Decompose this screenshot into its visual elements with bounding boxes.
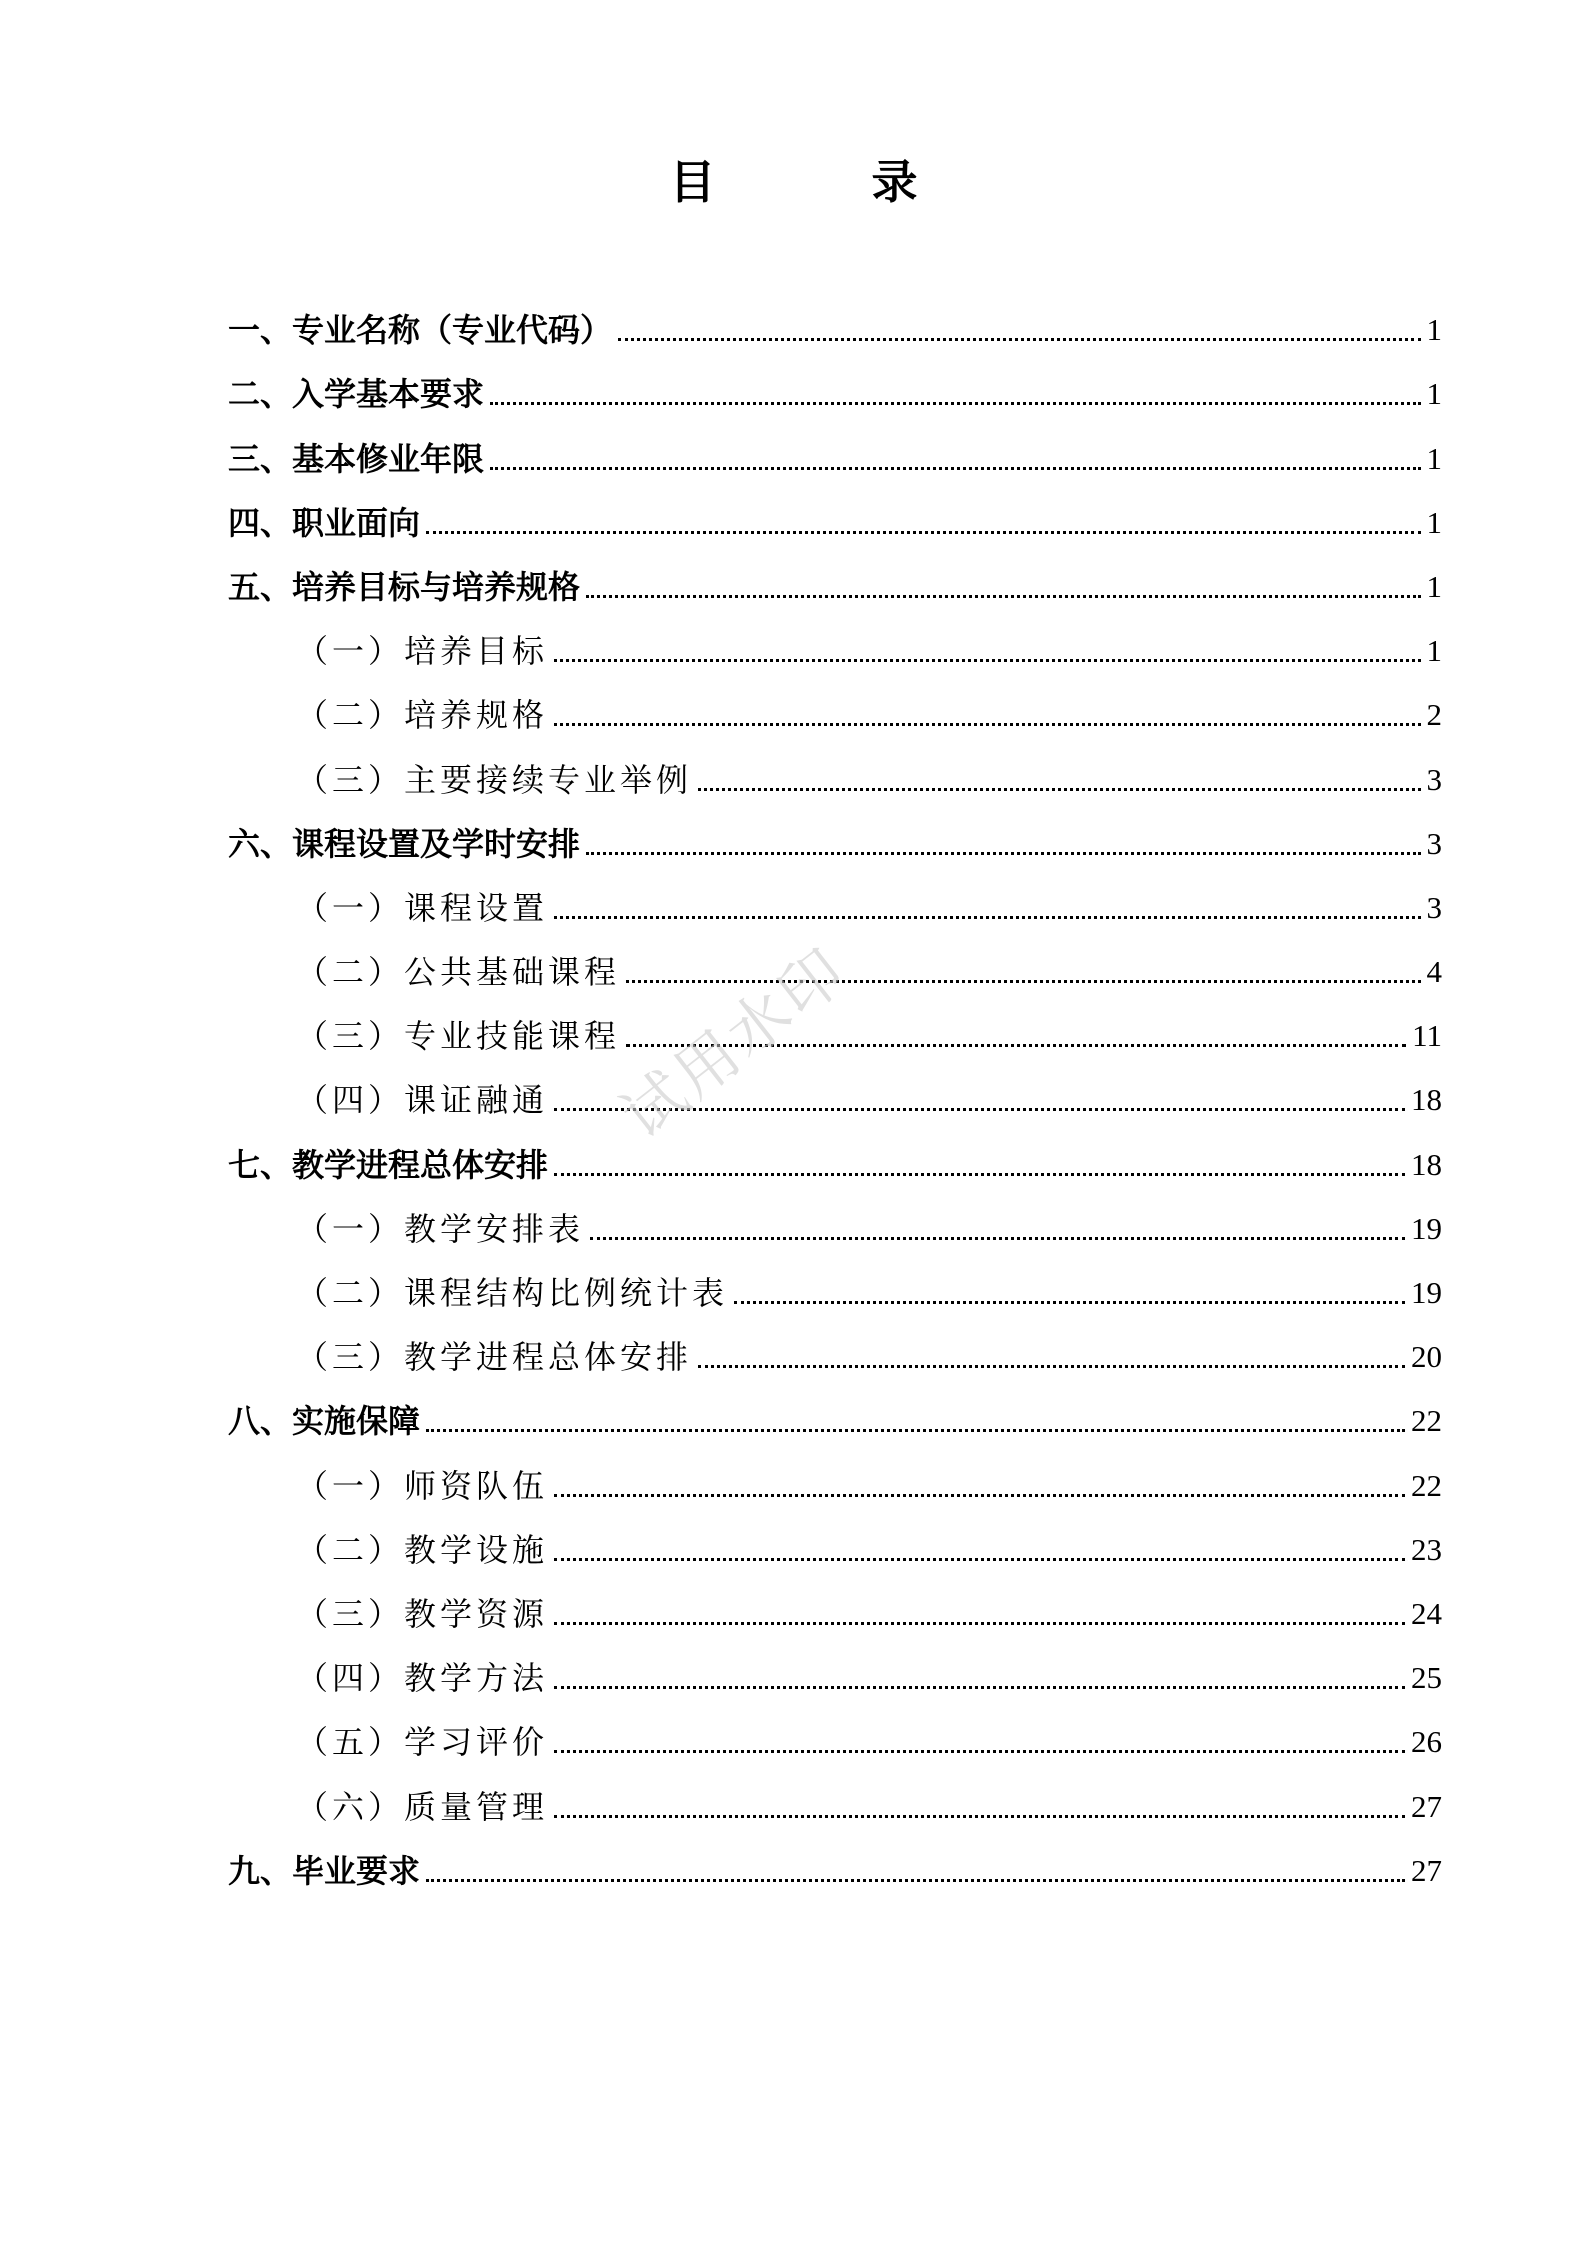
toc-entry-label: （二）公共基础课程 (296, 953, 621, 992)
toc-dot-leader (554, 659, 1420, 662)
table-of-contents (228, 296, 1442, 1901)
toc-dot-leader (734, 1301, 1405, 1304)
page-title: 目 录 (669, 155, 988, 209)
toc-entry-label: （一）教学安排表 (296, 1209, 585, 1248)
toc-entry-label: （一）师资队伍 (296, 1466, 549, 1505)
toc-dot-leader (554, 723, 1420, 726)
toc-entry-label: （三）教学进程总体安排 (296, 1338, 693, 1377)
toc-page-number: 23 (1411, 1531, 1442, 1567)
toc-dot-leader (490, 467, 1420, 470)
toc-page-number: 18 (1411, 1082, 1442, 1118)
toc-section-entry[interactable] (228, 296, 1442, 360)
toc-section-entry[interactable] (228, 424, 1442, 488)
toc-subsection-entry[interactable] (228, 1002, 1442, 1066)
toc-entry-label: （一）培养目标 (296, 632, 549, 671)
watermark-text: 试用水印 (608, 932, 861, 1153)
toc-page-number: 20 (1411, 1339, 1442, 1375)
toc-entry-label: （一）课程设置 (296, 888, 549, 927)
toc-page-number: 1 (1426, 633, 1442, 669)
toc-subsection-entry[interactable] (228, 1259, 1442, 1323)
toc-subsection-entry[interactable] (228, 938, 1442, 1002)
toc-entry-label: 一、专业名称（专业代码） (228, 311, 613, 350)
toc-dot-leader (426, 1429, 1405, 1432)
toc-section-entry[interactable] (228, 1387, 1442, 1451)
toc-dot-leader (554, 1686, 1405, 1689)
toc-entry-label: （四）课证融通 (296, 1081, 549, 1120)
toc-dot-leader (590, 1237, 1405, 1240)
toc-entry-label: （二）培养规格 (296, 696, 549, 735)
toc-dot-leader (698, 788, 1420, 791)
toc-dot-leader (554, 1108, 1405, 1111)
toc-subsection-entry[interactable] (228, 745, 1442, 809)
toc-dot-leader (554, 1494, 1405, 1497)
toc-subsection-entry[interactable] (228, 1451, 1442, 1515)
toc-section-entry[interactable] (228, 489, 1442, 553)
toc-entry-label: 八、实施保障 (228, 1402, 421, 1441)
toc-page-number: 1 (1426, 312, 1442, 348)
toc-entry-label: 三、基本修业年限 (228, 439, 485, 478)
toc-section-entry[interactable] (228, 553, 1442, 617)
toc-subsection-entry[interactable] (228, 1323, 1442, 1387)
toc-section-entry[interactable] (228, 360, 1442, 424)
toc-page-number: 25 (1411, 1660, 1442, 1696)
toc-dot-leader (698, 1365, 1405, 1368)
toc-page-number: 11 (1412, 1018, 1442, 1054)
toc-page-number: 1 (1426, 504, 1442, 540)
toc-subsection-entry[interactable] (228, 1580, 1442, 1644)
toc-page-number: 19 (1411, 1210, 1442, 1246)
toc-entry-label: 五、培养目标与培养规格 (228, 567, 581, 606)
toc-entry-label: 七、教学进程总体安排 (228, 1145, 549, 1184)
toc-entry-label: （六）质量管理 (296, 1787, 549, 1826)
toc-dot-leader (586, 852, 1420, 855)
toc-dot-leader (426, 1879, 1405, 1882)
toc-page-number: 2 (1426, 697, 1442, 733)
toc-entry-label: 二、入学基本要求 (228, 375, 485, 414)
toc-entry-label: （五）学习评价 (296, 1723, 549, 1762)
toc-page-number: 22 (1411, 1467, 1442, 1503)
toc-subsection-entry[interactable] (228, 1195, 1442, 1259)
toc-entry-label: （三）主要接续专业举例 (296, 760, 693, 799)
toc-dot-leader (554, 1750, 1405, 1753)
toc-subsection-entry[interactable] (228, 874, 1442, 938)
toc-section-entry[interactable] (228, 810, 1442, 874)
toc-page-number: 3 (1426, 761, 1442, 797)
toc-page-number: 4 (1426, 954, 1442, 990)
toc-dot-leader (618, 338, 1420, 341)
toc-subsection-entry[interactable] (228, 681, 1442, 745)
toc-dot-leader (626, 1044, 1406, 1047)
toc-page-number: 18 (1411, 1146, 1442, 1182)
toc-subsection-entry[interactable] (228, 1516, 1442, 1580)
toc-entry-label: 四、职业面向 (228, 503, 421, 542)
toc-dot-leader (490, 402, 1420, 405)
toc-dot-leader (554, 1622, 1405, 1625)
toc-subsection-entry[interactable] (228, 1066, 1442, 1130)
toc-entry-label: （二）课程结构比例统计表 (296, 1274, 729, 1312)
toc-subsection-entry[interactable] (228, 617, 1442, 681)
toc-dot-leader (554, 1815, 1405, 1818)
toc-entry-label: 六、课程设置及学时安排 (228, 824, 581, 863)
toc-page-number: 1 (1426, 440, 1442, 476)
toc-section-entry[interactable] (228, 1837, 1442, 1901)
toc-page-number: 3 (1426, 889, 1442, 925)
toc-entry-label: 九、毕业要求 (228, 1851, 421, 1890)
toc-page-number: 26 (1411, 1724, 1442, 1760)
toc-subsection-entry[interactable] (228, 1772, 1442, 1836)
toc-dot-leader (554, 1558, 1405, 1561)
toc-entry-label: （四）教学方法 (296, 1659, 549, 1698)
toc-page-number: 3 (1426, 825, 1442, 861)
toc-subsection-entry[interactable] (228, 1708, 1442, 1772)
toc-section-entry[interactable] (228, 1130, 1442, 1194)
toc-entry-label: （二）教学设施 (296, 1530, 549, 1569)
toc-page-number: 24 (1411, 1595, 1442, 1631)
toc-page-number: 22 (1411, 1403, 1442, 1439)
toc-dot-leader (554, 1173, 1405, 1176)
toc-page-number: 27 (1411, 1852, 1442, 1888)
toc-page-number: 19 (1411, 1275, 1442, 1310)
toc-dot-leader (586, 595, 1420, 598)
toc-entry-label: （三）教学资源 (296, 1594, 549, 1633)
toc-subsection-entry[interactable] (228, 1644, 1442, 1708)
toc-entry-label: （三）专业技能课程 (296, 1017, 621, 1056)
toc-page-number: 27 (1411, 1788, 1442, 1824)
toc-dot-leader (554, 916, 1420, 919)
toc-dot-leader (626, 980, 1420, 983)
toc-page-number: 1 (1426, 376, 1442, 412)
toc-page-number: 1 (1426, 568, 1442, 604)
toc-dot-leader (426, 531, 1420, 534)
